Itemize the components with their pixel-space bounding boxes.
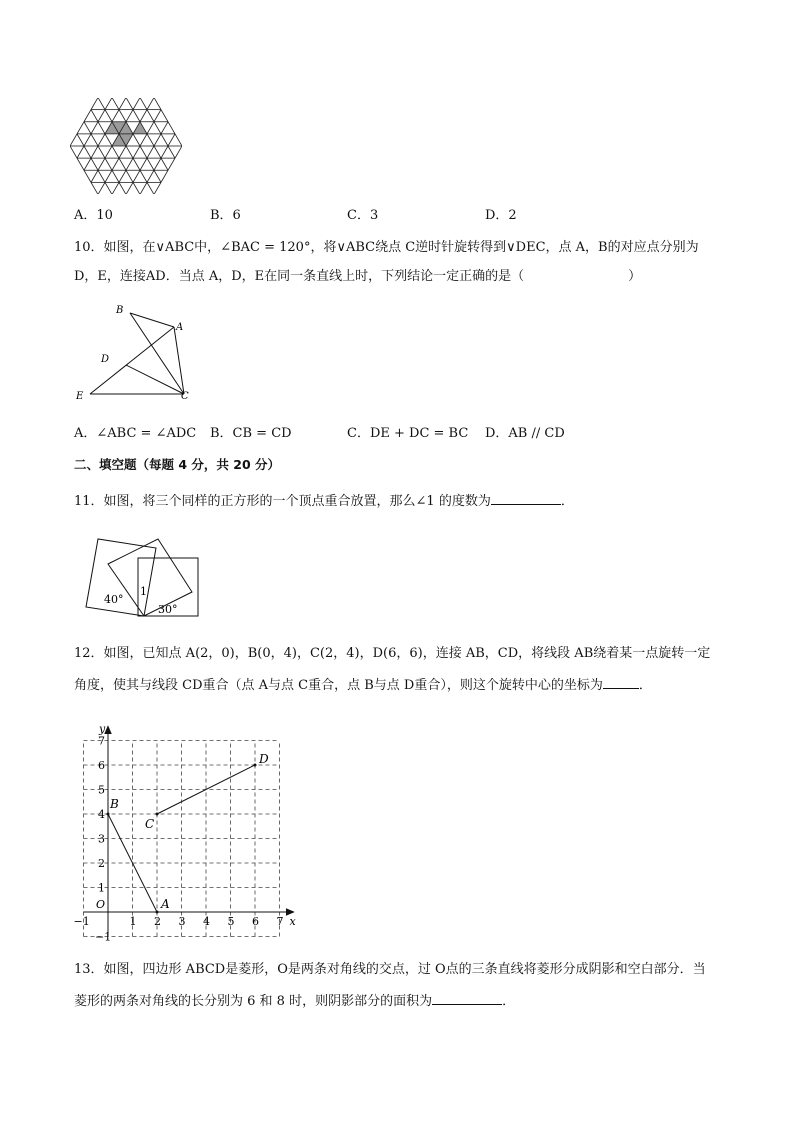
grid-edge <box>70 146 77 158</box>
grid-edge <box>140 110 147 122</box>
point-c <box>156 813 159 816</box>
grid-edge <box>84 146 91 158</box>
q11-answer-blank[interactable] <box>491 490 561 505</box>
grid-edge <box>161 170 168 182</box>
grid-edge <box>84 110 91 122</box>
grid-edge <box>105 170 112 182</box>
grid-edge <box>140 98 147 110</box>
grid-edge <box>168 134 175 146</box>
q9-hexagon-grid-figure <box>70 98 182 194</box>
q10-label-a: A <box>176 322 184 333</box>
q13-answer-blank[interactable] <box>432 990 502 1005</box>
grid-edge <box>112 170 119 182</box>
grid-edge <box>147 170 154 182</box>
x-tick-label: 7 <box>276 915 284 928</box>
grid-edge <box>91 134 98 146</box>
grid-edge <box>168 158 175 170</box>
grid-edge <box>140 158 147 170</box>
grid-edge <box>133 98 140 110</box>
grid-edge <box>133 170 140 182</box>
q10-label-d: D <box>101 354 110 365</box>
grid-edge <box>133 182 140 194</box>
grid-edge <box>161 110 168 122</box>
y-axis-arrow <box>105 727 111 734</box>
grid-edge <box>126 110 133 122</box>
grid-edge <box>105 98 112 110</box>
grid-edge <box>126 182 133 194</box>
y-tick-label: 3 <box>98 832 105 846</box>
grid-edge <box>91 98 98 110</box>
q10-option-a[interactable]: A．∠ABC = ∠ADC <box>74 426 197 441</box>
y-tick-label: 7 <box>98 734 105 748</box>
grid-edge <box>84 122 91 134</box>
x-tick-label: −1 <box>73 915 90 928</box>
grid-edge <box>161 158 168 170</box>
grid-edge <box>175 146 182 158</box>
grid-edge <box>91 182 98 194</box>
grid-edge <box>140 182 147 194</box>
point-label-b: B <box>110 797 119 811</box>
grid-edge <box>112 158 119 170</box>
grid-edge <box>126 158 133 170</box>
grid-edge <box>140 170 147 182</box>
x-axis-label: x <box>289 915 296 928</box>
grid-edge <box>126 170 133 182</box>
q10-option-b[interactable]: B．CB = CD <box>210 426 292 441</box>
q12-coordinate-grid <box>72 704 308 942</box>
grid-edge <box>98 158 105 170</box>
q11-label-40: 40° <box>104 593 124 606</box>
grid-edge <box>77 122 84 134</box>
grid-edge <box>91 110 98 122</box>
point-b <box>107 813 110 816</box>
grid-edge <box>84 170 91 182</box>
grid-edge <box>161 134 168 146</box>
grid-edge <box>112 110 119 122</box>
grid-edge <box>168 146 175 158</box>
grid-edge <box>105 110 112 122</box>
grid-edge <box>77 158 84 170</box>
q10-label-b: B <box>116 305 124 316</box>
grid-edge <box>91 146 98 158</box>
y-axis-label: y <box>99 722 106 736</box>
grid-edge <box>119 182 126 194</box>
y-tick-label: 4 <box>98 808 105 821</box>
grid-edge <box>147 158 154 170</box>
x-tick-label: 4 <box>203 915 210 928</box>
q10-label-c: C <box>181 391 189 402</box>
shaded-triangle <box>133 122 147 134</box>
grid-edge <box>126 146 133 158</box>
grid-edge <box>105 134 112 146</box>
grid-edge <box>119 98 126 110</box>
grid-edge <box>133 110 140 122</box>
grid-edge <box>91 158 98 170</box>
grid-edge <box>91 170 98 182</box>
grid-edge <box>98 182 105 194</box>
grid-edge <box>112 98 119 110</box>
x-tick-label: 6 <box>252 915 259 928</box>
x-tick-label: 3 <box>178 915 186 928</box>
grid-edge <box>147 98 154 110</box>
point-label-c: C <box>145 817 155 831</box>
grid-edge <box>112 146 119 158</box>
grid-edge <box>119 170 126 182</box>
grid-edge <box>98 110 105 122</box>
x-tick-label: 1 <box>129 915 137 928</box>
y-tick-label: 1 <box>98 881 105 895</box>
q10-option-c[interactable]: C．DE + DC = BC <box>347 426 469 441</box>
q10-option-d[interactable]: D．AB // CD <box>485 426 565 441</box>
point-a <box>156 911 159 914</box>
q11-three-squares-figure <box>82 534 204 622</box>
grid-edge <box>126 98 133 110</box>
grid-edge <box>77 146 84 158</box>
grid-edge <box>140 146 147 158</box>
q9-option-d[interactable]: D．2 <box>485 208 517 223</box>
grid-edge <box>105 146 112 158</box>
grid-edge <box>161 122 168 134</box>
point-d <box>254 764 257 767</box>
grid-edge <box>154 122 161 134</box>
grid-edge <box>154 158 161 170</box>
q9-option-a[interactable]: A．10 <box>74 208 113 223</box>
grid-edge <box>147 110 154 122</box>
q12-question-line2: 角度，使其与线段 CD重合（点 A与点 C重合，点 B与点 D重合），则这个旋转中心的坐标为 ． <box>74 674 652 696</box>
grid-edge <box>168 122 175 134</box>
origin-label: O <box>96 898 106 911</box>
point-label-d: D <box>259 752 269 766</box>
grid-edge <box>154 134 161 146</box>
grid-edge <box>133 158 140 170</box>
q12-answer-blank[interactable] <box>603 674 639 689</box>
grid-edge <box>154 170 161 182</box>
grid-edge <box>140 134 147 146</box>
grid-edge <box>98 122 105 134</box>
grid-edge <box>98 98 105 110</box>
grid-edge <box>147 146 154 158</box>
grid-edge <box>119 110 126 122</box>
grid-edge <box>154 182 161 194</box>
grid-edge <box>154 146 161 158</box>
grid-edge <box>133 146 140 158</box>
y-tick-label: −1 <box>95 930 112 942</box>
grid-edge <box>133 134 140 146</box>
grid-edge <box>70 134 77 146</box>
section2-title: 二、填空题（每题 4 分，共 20 分） <box>74 457 281 472</box>
q11-question-line1: 11．如图，将三个同样的正方形的一个顶点重合放置，那么∠1 的度数为 ． <box>74 490 574 512</box>
grid-edge <box>119 146 126 158</box>
q9-option-c[interactable]: C．3 <box>347 208 379 223</box>
grid-edge <box>119 158 126 170</box>
grid-edge <box>161 146 168 158</box>
grid-edge <box>98 146 105 158</box>
grid-edge <box>154 98 161 110</box>
q11-label-angle1: 1 <box>140 585 147 598</box>
grid-edge <box>84 158 91 170</box>
q12-question-line1: 12．如图，已知点 A(2，0)，B(0，4)，C(2，4)，D(6，6)，连接 AB，CD，将线段 AB绕着某一点旋转一定 <box>74 646 711 661</box>
grid-edge <box>105 182 112 194</box>
point-label-a: A <box>161 897 170 911</box>
q10-question-line1: 10．如图，在∨ABC中，∠BAC = 120°，将∨ABC绕点 C逆时针旋转得到∨DEC，点 A，B的对应点分别为 <box>74 240 699 255</box>
q10-label-e: E <box>76 391 84 402</box>
grid-edge <box>91 122 98 134</box>
grid-edge <box>98 170 105 182</box>
q13-question-line2: 菱形的两条对角线的长分别为 6 和 8 时，则阴影部分的面积为 ． <box>74 990 515 1012</box>
q10-triangle-rotation-figure <box>70 300 200 406</box>
y-tick-label: 6 <box>98 759 105 772</box>
grid-edge <box>147 122 154 134</box>
grid-edge <box>105 158 112 170</box>
q11-label-30: 30° <box>158 603 178 616</box>
x-tick-label: 5 <box>227 915 235 928</box>
x-tick-label: 2 <box>154 915 161 928</box>
grid-edge <box>98 134 105 146</box>
y-tick-label: 2 <box>98 857 105 870</box>
y-tick-label: 5 <box>98 783 105 797</box>
grid-edge <box>84 134 91 146</box>
grid-edge <box>154 110 161 122</box>
grid-edge <box>112 182 119 194</box>
grid-edge <box>77 134 84 146</box>
grid-edge <box>147 182 154 194</box>
grid-edge <box>175 134 182 146</box>
q13-question-line1: 13．如图，四边形 ABCD是菱形，O是两条对角线的交点，过 O点的三条直线将菱形分成阴影和空白部分．当 <box>74 962 706 977</box>
q9-option-b[interactable]: B．6 <box>210 208 241 223</box>
grid-edge <box>147 134 154 146</box>
q10-question-line2: D，E，连接AD．当点 A，D，E在同一条直线上时，下列结论一定正确的是（ ） <box>74 269 642 284</box>
